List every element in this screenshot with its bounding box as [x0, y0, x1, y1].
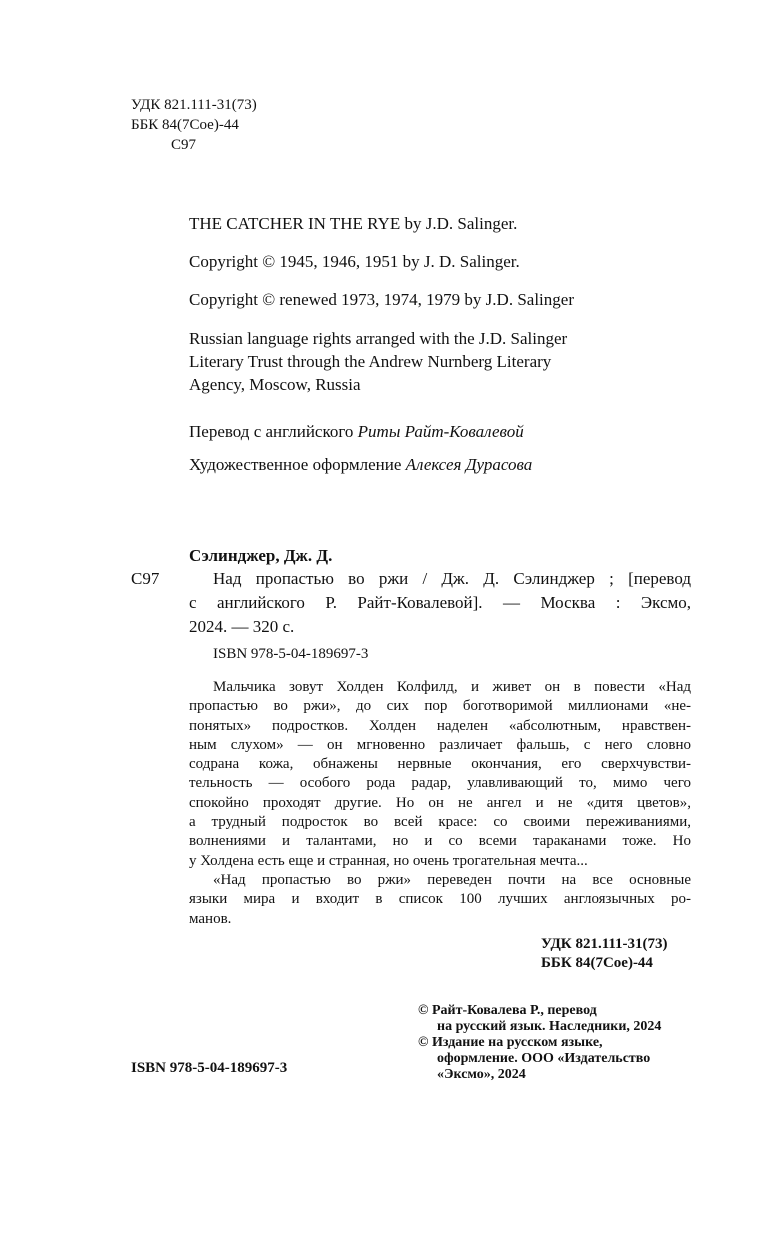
catalog-isbn: ISBN 978-5-04-189697-3: [213, 646, 369, 662]
russian-rights-line: Agency, Moscow, Russia: [189, 375, 361, 394]
translation-credit: [189, 420, 524, 444]
copyright-translation: © Райт-Ковалева Р., перевод: [418, 1003, 597, 1018]
annotation-line: языки мира и входит в список 100 лучших англоязычных ро-: [189, 891, 691, 908]
annotation-line: манов.: [189, 910, 232, 927]
udk-code-bottom: УДК 821.111-31(73): [541, 936, 668, 952]
catalog-entry-line: Над пропастью во ржи / Дж. Д. Сэлинджер ; [перевод: [213, 569, 691, 588]
annotation-line: «Над пропастью во ржи» переведен почти на все основные: [213, 871, 691, 888]
annotation: [189, 678, 691, 929]
copyright-notices: [418, 1003, 661, 1083]
catalog-mark: С97: [131, 569, 160, 588]
annotation-line: волнениями и талантами, но и со всеми тараканами тоже. Но: [189, 833, 691, 850]
design-credit: [189, 453, 532, 477]
catalog-author-heading: Сэлинджер, Дж. Д.: [189, 546, 333, 565]
original-title-line: THE CATCHER IN THE RYE by J.D. Salinger.: [189, 214, 518, 233]
annotation-line: тельность — особого рода радар, улавливающий то, мимо чего: [189, 775, 691, 792]
copyright-renewed: Copyright © renewed 1973, 1974, 1979 by J.D. Salinger: [189, 290, 574, 309]
author-mark: С97: [171, 137, 197, 153]
copyright-edition-cont: оформление. ООО «Издательство: [437, 1051, 651, 1066]
translator-name: Риты Райт-Ковалевой: [357, 422, 524, 441]
russian-rights-line: Literary Trust through the Andrew Nurnberg Literary: [189, 352, 552, 371]
translation-label: Перевод с английского: [189, 422, 354, 441]
annotation-line: а трудный подросток во всей красе: со своими переживаниями,: [189, 814, 691, 831]
bbk-code-bottom: ББК 84(7Сое)-44: [541, 955, 653, 971]
catalog-entry-line: 2024. — 320 с.: [189, 617, 295, 636]
top-codes: [131, 95, 257, 155]
bbk-code: ББК 84(7Сое)-44: [131, 117, 239, 133]
copyright-translation-cont: на русский язык. Наследники, 2024: [437, 1019, 662, 1034]
annotation-line: спокойно проходят другие. Но он не ангел и не «дитя цветов»,: [189, 794, 691, 811]
designer-name: Алексея Дурасова: [405, 455, 533, 474]
annotation-line: понятых» подростков. Холден наделен «абсолютным, нравствен-: [189, 717, 691, 734]
catalog-entry: [213, 567, 691, 591]
annotation-line: у Холдена есть еще и странная, но очень трогательная мечта...: [189, 852, 588, 869]
copyright-edition: © Издание на русском языке,: [418, 1035, 603, 1050]
design-label: Художественное оформление: [189, 455, 402, 474]
copyright-edition-cont: «Эксмо», 2024: [437, 1067, 526, 1082]
annotation-line: ным слухом» — он мгновенно различает фальшь, с него словно: [189, 736, 691, 753]
annotation-line: пропастью во ржи», до сих пор боготворимой миллионами «не-: [189, 698, 691, 715]
copyright-original: Copyright © 1945, 1946, 1951 by J. D. Salinger.: [189, 252, 520, 271]
bottom-codes: [541, 935, 668, 973]
catalog-entry-cont: [189, 591, 691, 639]
annotation-line: содрана кожа, обнажены нервные окончания, его сверхчувстви-: [189, 756, 691, 773]
russian-rights-notice: [189, 327, 567, 396]
isbn-bottom: ISBN 978-5-04-189697-3: [131, 1060, 288, 1076]
udk-code: УДК 821.111-31(73): [131, 97, 257, 113]
russian-rights-line: Russian language rights arranged with the J.D. Salinger: [189, 329, 568, 348]
catalog-entry-line: с английского Р. Райт-Ковалевой]. — Москва : Эксмо,: [189, 593, 691, 612]
annotation-line: Мальчика зовут Холден Колфилд, и живет он в повести «Над: [213, 679, 691, 695]
